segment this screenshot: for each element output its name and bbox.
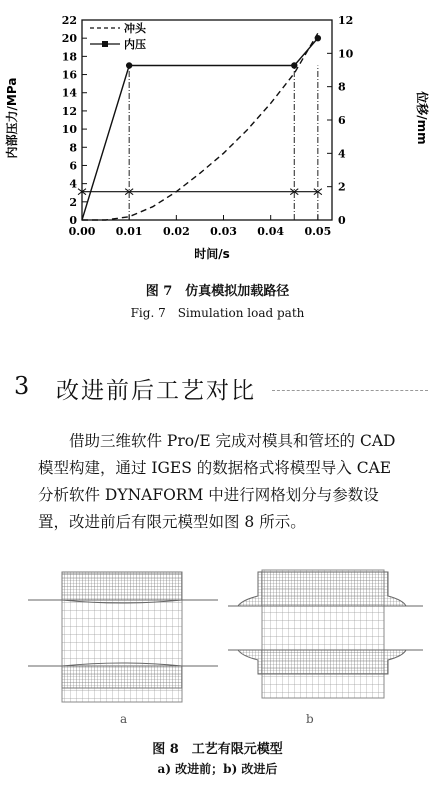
body-paragraph (38, 428, 408, 536)
x-axis-title: 时间/s (194, 247, 230, 261)
y-left-tick-label: 20 (61, 32, 77, 46)
figure8-caption-sub: a) 改进前；b) 改进后 (157, 762, 278, 776)
section-title: 改进前后工艺对比 (56, 378, 256, 404)
y-left-tick-label: 12 (61, 104, 77, 118)
y-left-tick-label: 10 (61, 123, 77, 137)
figure7-caption-en: Fig. 7 Simulation load path (130, 306, 305, 320)
y-left-tick-label: 22 (61, 14, 77, 27)
y-right-tick-label: 12 (338, 14, 354, 27)
series-marker (315, 35, 321, 41)
paragraph-line-2: 模型构建，通过 IGES 的数据格式将模型导入 CAE (38, 459, 392, 477)
x-tick-label: 0.02 (162, 225, 190, 238)
fem-model-after-image (228, 556, 423, 706)
x-tick-label: 0.01 (115, 225, 143, 238)
y-right-tick-label: 0 (338, 214, 346, 227)
x-tick-label: 0.05 (304, 225, 332, 238)
simulation-load-path-chart (0, 0, 435, 270)
figure7-caption-cn: 图 7 仿真模拟加载路径 (145, 284, 290, 299)
y-left-axis-title: 内部压力/MPa (5, 77, 19, 159)
figure8-label-b: b (306, 712, 314, 726)
paragraph-line-4: 置，改进前后有限元模型如图 8 所示。 (38, 513, 306, 531)
x-tick-label: 0.04 (257, 225, 285, 238)
y-right-axis-title: 位移/mm (415, 91, 429, 145)
y-left-tick-label: 16 (61, 68, 77, 82)
section-heading (14, 370, 424, 404)
figure8-label-a: a (120, 712, 128, 726)
paragraph-line-3: 分析软件 DYNAFORM 中进行网格划分与参数设 (38, 486, 379, 504)
y-left-tick-label: 4 (69, 177, 77, 191)
series-line-pressure (82, 38, 318, 220)
figure8-caption-cn: 图 8 工艺有限元模型 (152, 742, 283, 757)
y-right-tick-label: 2 (338, 180, 346, 194)
y-left-tick-label: 8 (69, 141, 77, 155)
y-right-tick-label: 10 (338, 47, 354, 61)
y-left-tick-label: 6 (69, 159, 77, 173)
x-tick-label: 0.03 (210, 225, 237, 238)
y-left-tick-label: 0 (69, 214, 77, 227)
legend-marker (102, 41, 108, 47)
series-marker (126, 62, 132, 68)
series-marker (291, 62, 297, 68)
y-right-tick-label: 4 (338, 147, 346, 161)
fem-model-before-image (28, 562, 218, 712)
y-right-tick-label: 8 (338, 80, 346, 94)
y-left-tick-label: 18 (61, 50, 77, 64)
y-left-tick-label: 14 (61, 86, 77, 100)
y-left-tick-label: 2 (69, 195, 77, 209)
legend-label: 内压 (124, 38, 146, 51)
legend-label: 冲头 (124, 22, 146, 35)
x-tick-label: 0.00 (68, 225, 96, 238)
guide-arrowhead (318, 189, 322, 195)
section-rule (272, 390, 428, 391)
section-number: 3 (14, 372, 30, 400)
paragraph-line-1: 借助三维软件 Pro/E 完成对模具和管坯的 CAD (69, 432, 396, 450)
y-right-tick-label: 6 (338, 114, 346, 127)
